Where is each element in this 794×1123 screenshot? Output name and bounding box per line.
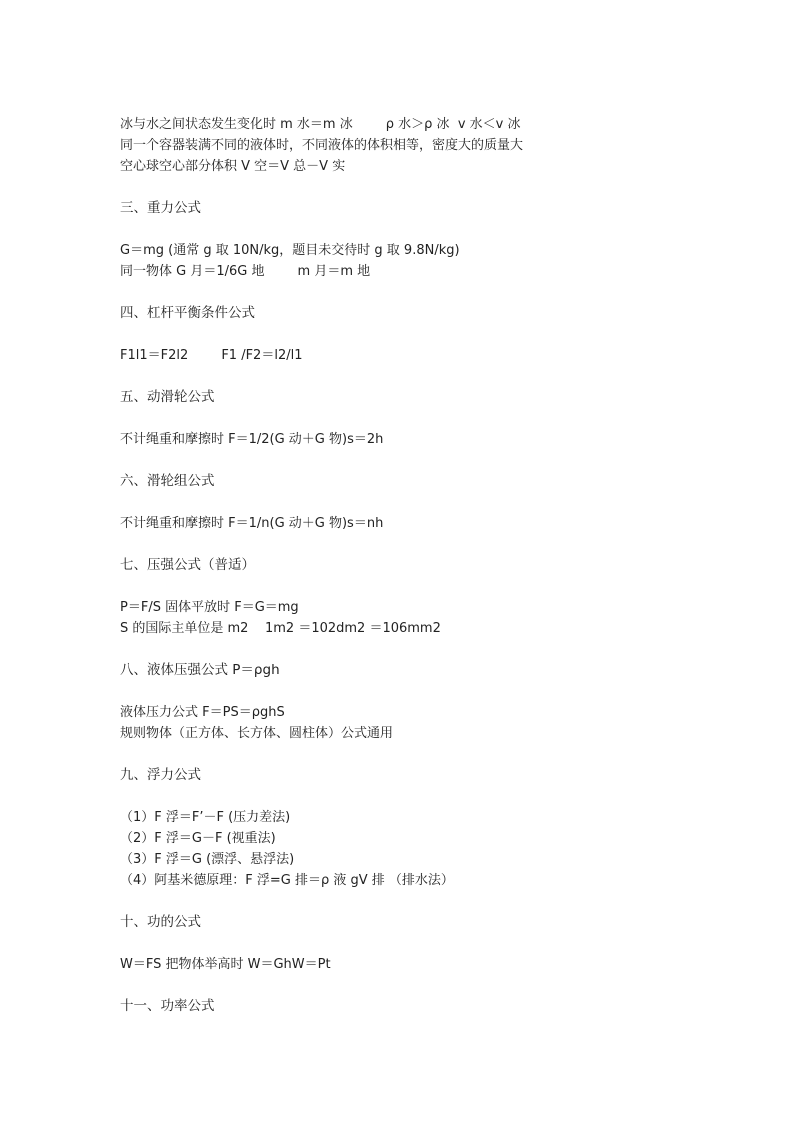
- text-line: 规则物体（正方体、长方体、圆柱体）公式通用: [120, 726, 394, 741]
- text-line: 液体压力公式 F＝PS＝ρghS: [120, 705, 285, 720]
- text-line: 空心球空心部分体积 V 空＝V 总－V 实: [120, 159, 346, 174]
- text-line: 冰与水之间状态发生变化时 m 水＝m 冰 ρ 水＞ρ 冰 v 水＜v 冰: [120, 117, 521, 132]
- section-heading: 九、浮力公式: [120, 767, 201, 783]
- section-heading: 六、滑轮组公式: [120, 473, 215, 489]
- section-heading: 十、功的公式: [120, 914, 201, 930]
- text-line: （2）F 浮＝G－F (视重法): [120, 831, 276, 846]
- text-line: W＝FS 把物体举高时 W＝GhW＝Pt: [120, 957, 331, 972]
- text-line: F1l1＝F2l2 F1 /F2＝l2/l1: [120, 348, 303, 363]
- text-line: 同一个容器装满不同的液体时，不同液体的体积相等，密度大的质量大: [120, 138, 524, 153]
- document-page: [120, 114, 680, 1017]
- text-line: （3）F 浮＝G (漂浮、悬浮法): [120, 852, 295, 867]
- text-line: （4）阿基米德原理：F 浮=G 排＝ρ 液 gV 排 （排水法）: [120, 873, 454, 888]
- text-line: G＝mg (通常 g 取 10N/kg，题目未交待时 g 取 9.8N/kg): [120, 243, 460, 258]
- text-line: 不计绳重和摩擦时 F＝1/2(G 动＋G 物)s＝2h: [120, 432, 384, 447]
- section-heading: 三、重力公式: [120, 200, 201, 216]
- section-heading: 七、压强公式（普适）: [120, 557, 255, 573]
- text-line: 同一物体 G 月＝1/6G 地 m 月＝m 地: [120, 264, 371, 279]
- section-heading: 四、杠杆平衡条件公式: [120, 305, 255, 321]
- section-heading: 八、液体压强公式 P＝ρgh: [120, 662, 280, 678]
- text-line: S 的国际主单位是 m2 1m2 ＝102dm2 ＝106mm2: [120, 621, 441, 636]
- text-line: （1）F 浮＝F’－F (压力差法): [120, 810, 291, 825]
- text-line: 不计绳重和摩擦时 F＝1/n(G 动＋G 物)s＝nh: [120, 516, 384, 531]
- text-line: P＝F/S 固体平放时 F＝G＝mg: [120, 600, 299, 615]
- section-heading: 十一、功率公式: [120, 998, 215, 1014]
- section-heading: 五、动滑轮公式: [120, 389, 215, 405]
